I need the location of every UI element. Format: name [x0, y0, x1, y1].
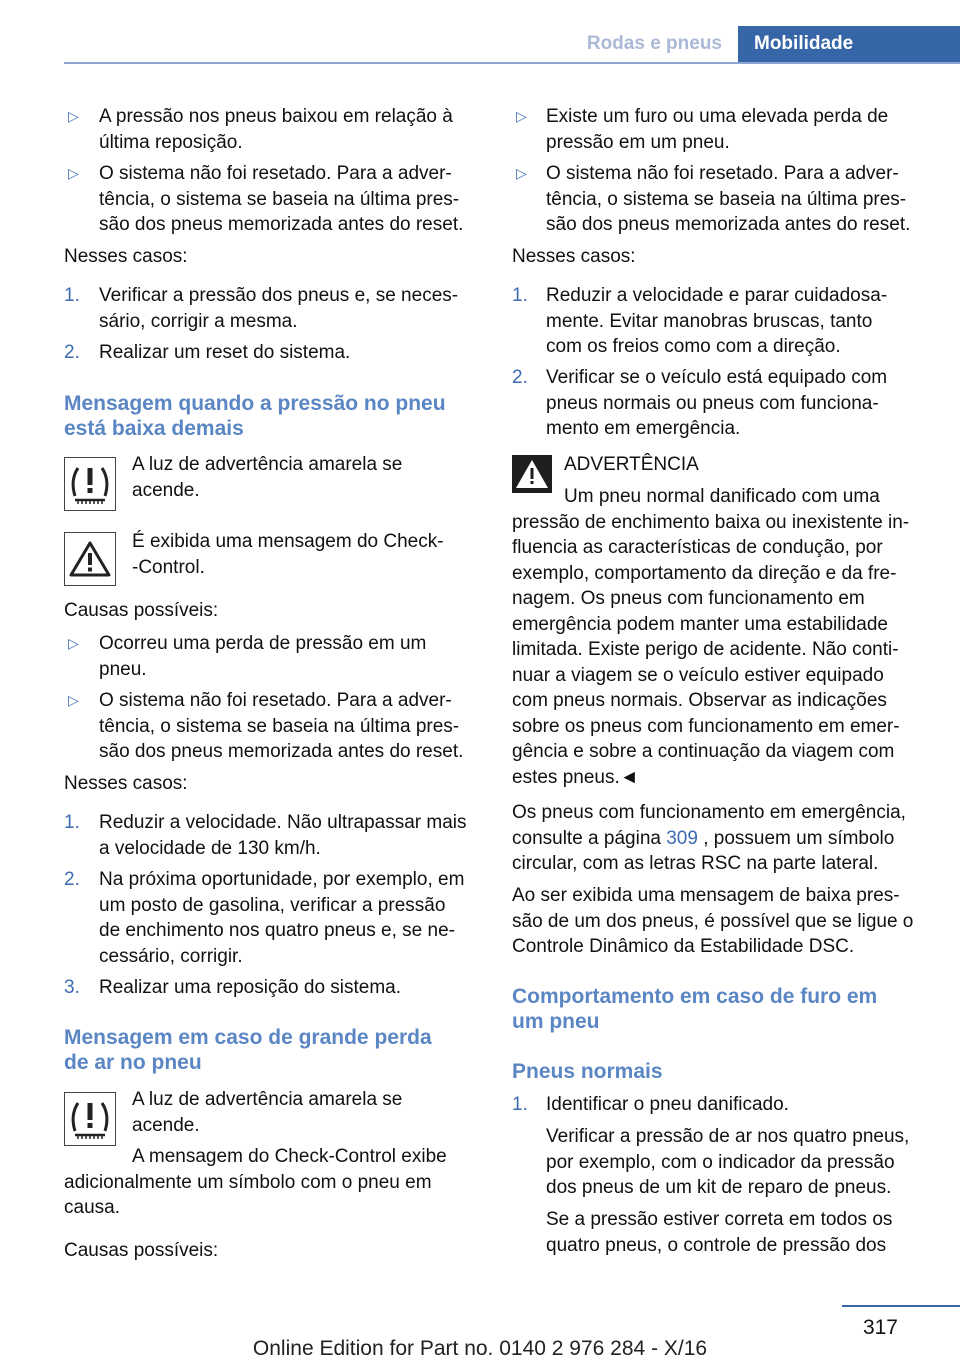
bullet-text: tência, o sistema se baseia na última pres- [99, 188, 460, 210]
step-text: Na próxima oportunidade, por exemplo, em [99, 869, 465, 890]
step-number: 2. [64, 869, 80, 890]
step-text: Verificar a pressão de ar nos quatro pneus, [546, 1126, 910, 1147]
warning-text: fluencia as características de condução, por [512, 537, 883, 558]
step-text: quatro pneus, o controle de pressão dos [546, 1234, 887, 1256]
bullet-text: são dos pneus memorizada antes do reset. [99, 214, 464, 235]
bullet-marker: ▷ [68, 108, 79, 124]
step-text: Identificar o pneu danificado. [546, 1094, 789, 1115]
warning-text: nagem. Os pneus com funcionamento em [512, 588, 865, 609]
warning-text: estes pneus.◄ [512, 766, 639, 788]
warning-text: exemplo, comportamento da direção e da fre- [512, 562, 897, 584]
bullet-text: pneu. [99, 658, 147, 680]
paragraph: causa. [64, 1197, 120, 1218]
step-text: com os freios como com a direção. [546, 336, 841, 357]
paragraph [512, 826, 894, 852]
paragraph: Ao ser exibida uma mensagem de baixa pres- [512, 885, 900, 906]
bullet-text: O sistema não foi resetado. Para a adver- [546, 163, 899, 184]
step-text: Reduzir a velocidade e parar cuidadosa- [546, 285, 888, 306]
footer-edition: Online Edition for Part no. 0140 2 976 284 - X/16 [252, 1337, 708, 1360]
step-text: um posto de gasolina, verificar a pressão [99, 894, 446, 916]
warning-text: emergência podem manter uma estabilidade [512, 613, 888, 635]
bullet-marker: ▷ [68, 692, 79, 708]
step-text: Verificar a pressão dos pneus e, se neces- [99, 285, 459, 306]
paragraph: Controle Dinâmico da Estabilidade DSC. [512, 936, 855, 957]
paragraph: Os pneus com funcionamento em emergência, [512, 802, 906, 823]
warning-text: nuar a viagem se o veículo estiver equipado [512, 664, 884, 686]
section-heading: um pneu [512, 1010, 600, 1033]
step-text: Realizar uma reposição do sistema. [99, 977, 402, 998]
warning-triangle-icon [64, 532, 116, 586]
tire-pressure-warning-icon [64, 1092, 116, 1146]
page-reference-link[interactable]: 309 [666, 827, 698, 849]
page-number-rule [842, 1305, 960, 1307]
step-text: Verificar se o veículo está equipado com [546, 367, 888, 388]
step-text: sário, corrigir a mesma. [99, 310, 298, 332]
step-number: 3. [64, 977, 80, 998]
icon-description: acende. [132, 1114, 200, 1136]
section-heading: Mensagem em caso de grande perda [64, 1026, 432, 1049]
step-text: pneus normais ou pneus com funciona- [546, 392, 879, 414]
warning-text: pressão de enchimento baixa ou inexistente in- [512, 511, 910, 533]
step-text: de enchimento nos quatro pneus e, se ne- [99, 920, 455, 941]
bullet-text: A pressão nos pneus baixou em relação à [99, 106, 453, 127]
bullet-text: O sistema não foi resetado. Para a adver- [99, 690, 452, 711]
bullet-text: tência, o sistema se baseia na última pres- [99, 715, 460, 737]
step-text: dos pneus de um kit de reparo de pneus. [546, 1177, 892, 1198]
warning-text: com pneus normais. Observar as indicações [512, 690, 887, 711]
paragraph: Nesses casos: [64, 246, 188, 267]
bullet-text: tência, o sistema se baseia na última pres- [546, 188, 907, 210]
warning-text: sobre os pneus com funcionamento em emer- [512, 715, 900, 737]
paragraph: Causas possíveis: [64, 600, 219, 621]
bullet-text: última reposição. [99, 131, 243, 153]
section-heading: está baixa demais [64, 417, 244, 440]
page-number: 317 [862, 1316, 898, 1339]
bullet-marker: ▷ [68, 635, 79, 651]
paragraph: Nesses casos: [64, 773, 188, 794]
chapter-tab[interactable]: Mobilidade [738, 26, 960, 62]
step-number: 1. [512, 1094, 528, 1115]
step-number: 2. [512, 367, 528, 388]
section-heading: Mensagem quando a pressão no pneu [64, 392, 446, 415]
paragraph: Nesses casos: [512, 246, 636, 267]
bullet-text: são dos pneus memorizada antes do reset. [99, 741, 464, 762]
section-heading: de ar no pneu [64, 1051, 202, 1074]
warning-text: Um pneu normal danificado com uma [564, 486, 880, 507]
step-text: mento em emergência. [546, 418, 741, 439]
step-text: a velocidade de 130 km/h. [99, 837, 321, 859]
bullet-marker: ▷ [516, 108, 527, 124]
icon-description: A luz de advertência amarela se [132, 1089, 403, 1110]
subsection-heading: Pneus normais [512, 1060, 663, 1083]
paragraph-text: , possuem um símbolo [697, 827, 895, 849]
bullet-text: Ocorreu uma perda de pressão em um [99, 633, 427, 654]
warning-title: ADVERTÊNCIA [564, 454, 699, 475]
section-heading: Comportamento em caso de furo em [512, 985, 878, 1008]
paragraph: A mensagem do Check-Control exibe [132, 1146, 447, 1167]
icon-description: -Control. [132, 556, 205, 578]
step-text: Se a pressão estiver correta em todos os [546, 1209, 893, 1230]
section-tab[interactable]: Rodas e pneus [586, 33, 722, 54]
warning-triangle-icon [512, 455, 552, 493]
bullet-marker: ▷ [68, 165, 79, 181]
paragraph: adicionalmente um símbolo com o pneu em [64, 1171, 432, 1193]
step-text: Realizar um reset do sistema. [99, 342, 351, 363]
step-number: 1. [64, 285, 80, 306]
tire-pressure-warning-icon [64, 457, 116, 511]
paragraph: são de um dos pneus, é possível que se ligue o [512, 910, 914, 932]
icon-description: A luz de advertência amarela se [132, 454, 403, 475]
step-text: cessário, corrigir. [99, 945, 243, 967]
step-text: por exemplo, com o indicador da pressão [546, 1151, 895, 1173]
icon-description: acende. [132, 479, 200, 501]
bullet-marker: ▷ [516, 165, 527, 181]
step-number: 2. [64, 342, 80, 363]
paragraph: Causas possíveis: [64, 1240, 219, 1261]
bullet-text: Existe um furo ou uma elevada perda de [546, 106, 889, 127]
step-number: 1. [512, 285, 528, 306]
warning-text: gência e sobre a continuação da viagem com [512, 741, 895, 762]
paragraph: circular, com as letras RSC na parte lateral. [512, 853, 879, 874]
warning-text: limitada. Existe perigo de acidente. Não conti- [512, 639, 899, 660]
paragraph-text: consulte a página [512, 827, 667, 849]
step-number: 1. [64, 812, 80, 833]
icon-description: É exibida uma mensagem do Check- [132, 531, 444, 552]
step-text: Reduzir a velocidade. Não ultrapassar mais [99, 812, 467, 833]
step-text: mente. Evitar manobras bruscas, tanto [546, 310, 873, 332]
bullet-text: são dos pneus memorizada antes do reset. [546, 214, 911, 235]
header-tabs [64, 26, 960, 64]
bullet-text: pressão em um pneu. [546, 131, 730, 153]
bullet-text: O sistema não foi resetado. Para a adver- [99, 163, 452, 184]
